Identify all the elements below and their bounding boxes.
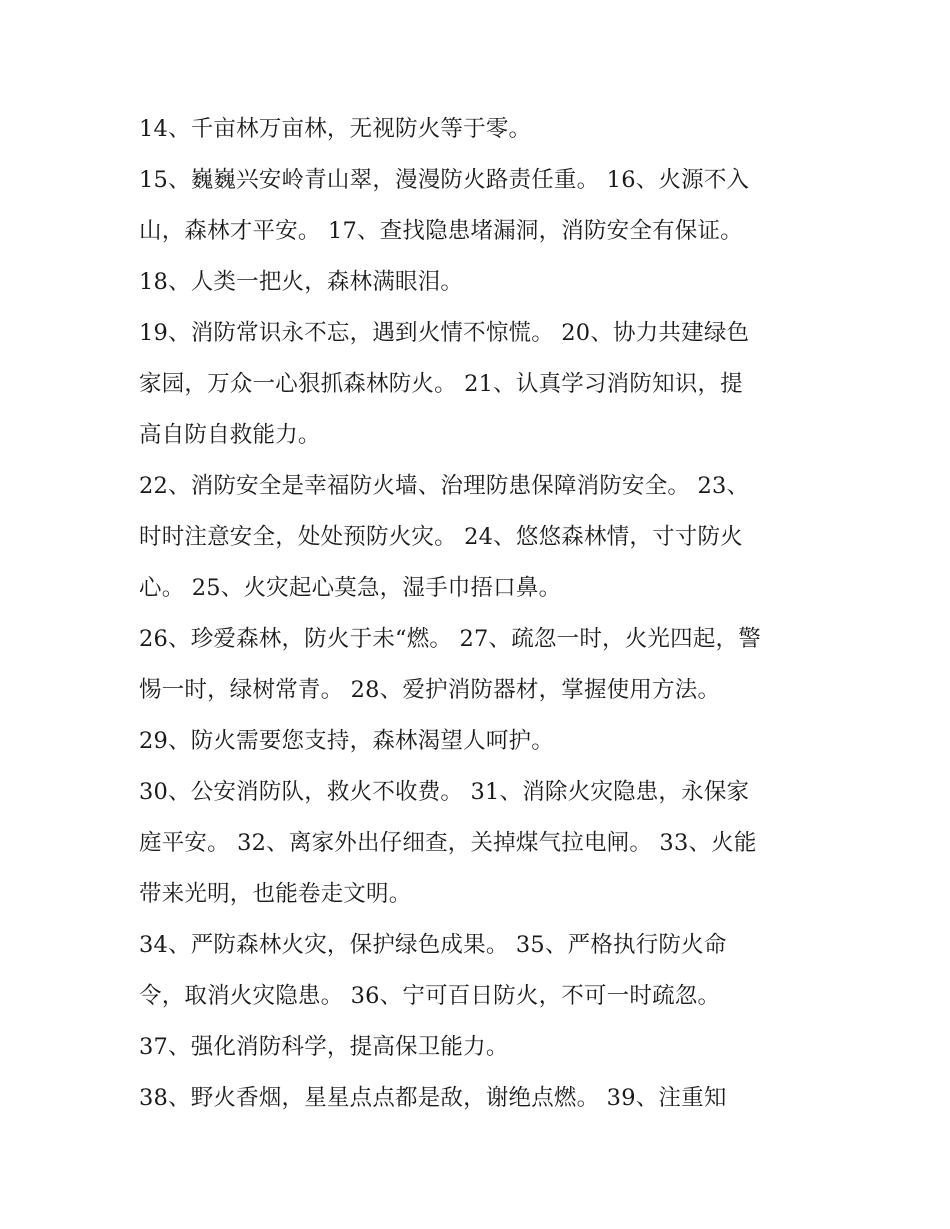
text-line: 家园，万众一心狠抓森林防火。 21、认真学习消防知识，提 — [139, 371, 743, 397]
text-line: 29、防火需要您支持，森林渴望人呵护。 — [139, 728, 554, 754]
text-line: 22、消防安全是幸福防火墙、治理防患保障消防安全。 23、 — [139, 473, 750, 499]
text-line: 带来光明，也能卷走文明。 — [139, 881, 412, 907]
text-line: 时时注意安全，处处预防火灾。 24、悠悠森林情，寸寸防火 — [139, 524, 743, 550]
text-line: 18、人类一把火，森林满眼泪。 — [139, 269, 464, 295]
text-line: 高自防自救能力。 — [139, 422, 321, 448]
text-line: 14、千亩林万亩林，无视防火等于零。 — [139, 116, 532, 142]
text-line: 34、严防森林火灾，保护绿色成果。 35、严格执行防火命 — [139, 932, 727, 958]
text-line: 19、消防常识永不忘，遇到火情不惊慌。 20、协力共建绿色 — [139, 320, 750, 346]
text-line: 庭平安。 32、离家外出仔细查，关掉煤气拉电闸。 33、火能 — [139, 830, 757, 856]
text-line: 26、珍爱森林，防火于未“燃。 27、疏忽一时，火光四起，警 — [139, 626, 761, 652]
text-line: 心。 25、火灾起心莫急，湿手巾捂口鼻。 — [139, 575, 562, 601]
text-line: 38、野火香烟，星星点点都是敌，谢绝点燃。 39、注重知 — [139, 1085, 727, 1111]
text-line: 15、巍巍兴安岭青山翠，漫漫防火路责任重。 16、火源不入 — [139, 167, 750, 193]
text-line: 37、强化消防科学，提高保卫能力。 — [139, 1034, 509, 1060]
text-line: 山，森林才平安。 17、查找隐患堵漏洞，消防安全有保证。 — [139, 218, 743, 244]
text-line: 令，取消火灾隐患。 36、宁可百日防火，不可一时疏忽。 — [139, 983, 721, 1009]
text-line: 惕一时，绿树常青。 28、爱护消防器材，掌握使用方法。 — [139, 677, 721, 703]
document-body — [139, 110, 819, 1130]
text-line: 30、公安消防队，救火不收费。 31、消除火灾隐患，永保家 — [139, 779, 750, 805]
